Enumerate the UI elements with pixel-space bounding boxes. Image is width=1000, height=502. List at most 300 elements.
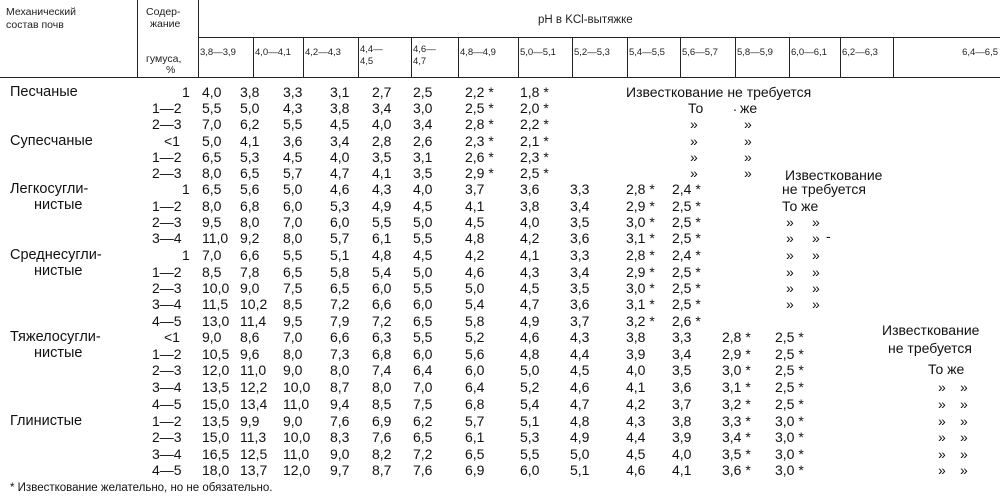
ditto-mark: » [690,133,698,149]
dose-cell: 15,0 [202,396,230,412]
dose-cell: 3,8 [626,329,646,345]
ditto-mark: » [812,280,820,296]
dose-cell: 10,0 [283,429,311,445]
dose-cell: 12,0 [202,362,230,378]
dose-cell: 3,0 * [775,413,804,429]
dose-cell: 5,4 [372,264,392,280]
same-as-above-zhe: же [740,100,758,116]
dose-cell: 16,5 [202,446,230,462]
humus-cell: 3—4 [152,296,182,312]
dose-cell: 2,5 * [775,396,804,412]
dose-cell: 8,6 [240,329,260,345]
dose-cell: 8,0 [372,379,392,395]
dose-cell: 3,5 [413,165,433,181]
dose-cell: 1,8 * [520,84,549,100]
dose-cell: 3,0 * [775,429,804,445]
dose-cell: 7,9 [330,313,350,329]
dose-cell: 2,3 * [520,149,549,165]
note-dot: . [733,98,737,114]
same-as-above: То же [928,361,965,377]
dose-cell: 4,4 [626,429,646,445]
humus-cell: 1 [182,84,190,100]
dose-cell: 6,5 [413,429,433,445]
humus-cell: 1—2 [152,198,182,214]
dose-cell: 3,6 [520,181,540,197]
liming-not-required-note: Известкование не требуется [626,84,812,100]
dose-cell: 6,5 [283,264,303,280]
ph-range-header [413,44,456,68]
dose-cell: 2,8 * [626,247,655,263]
dose-cell: 3,2 * [626,313,655,329]
soil-group-label: Песчаные [10,84,78,100]
humus-cell: 3—4 [152,446,182,462]
dose-cell: 3,7 [570,313,590,329]
dose-cell: 4,0 [413,181,433,197]
dose-cell: 9,9 [240,413,260,429]
dose-cell: 3,3 [570,181,590,197]
ditto-mark: » [812,296,820,312]
soil-group-label: Среднесугли- [10,247,102,263]
liming-note-line2: не требуется [888,340,972,356]
ditto-mark: » [744,149,752,165]
dose-cell: 2,5 * [775,329,804,345]
dose-cell: 3,4 [570,264,590,280]
dose-cell: 15,0 [202,429,230,445]
humus-cell: 1—2 [152,346,182,362]
dose-cell: 3,9 [626,346,646,362]
ditto-mark: » [786,230,794,246]
dose-cell: 6,4 [413,362,433,378]
dose-cell: 3,5 [570,280,590,296]
dose-cell: 10,0 [283,379,311,395]
dose-cell: 4,2 [626,396,646,412]
dose-cell: 3,6 [570,296,590,312]
humus-header-line4: % [166,64,176,76]
dose-cell: 4,3 [520,264,540,280]
dose-cell: 2,6 * [672,313,701,329]
dose-cell: 6,2 [240,116,260,132]
dose-cell: 2,2 * [465,84,494,100]
dose-cell: 5,7 [465,413,485,429]
ditto-mark: » [786,264,794,280]
dose-cell: 11,0 [240,362,267,378]
dose-cell: 8,5 [372,396,392,412]
dose-cell: 5,5 [413,230,433,246]
dose-cell: 7,2 [413,446,433,462]
ph-range-header [791,47,838,59]
ph-range-part: 5,8—5,9 [737,47,773,58]
ditto-dash: - [826,228,831,244]
dose-cell: 4,2 [520,230,540,246]
humus-cell: 4—5 [152,462,182,478]
ditto-mark: » [960,446,968,462]
humus-cell: 2—3 [152,165,182,181]
ph-title-rule [198,37,1000,38]
dose-cell: 2,5 * [672,198,701,214]
dose-cell: 8,3 [330,429,350,445]
dose-cell: 5,5 [372,214,392,230]
dose-cell: 5,2 [465,329,485,345]
ph-range-part: 4,2—4,3 [305,47,341,58]
ph-range-header [629,47,678,59]
ditto-mark: » [938,446,946,462]
dose-cell: 7,5 [413,396,433,412]
dose-cell: 3,0 * [626,214,655,230]
dose-cell: 4,5 [520,280,540,296]
humus-cell: <1 [164,329,180,345]
dose-cell: 8,5 [202,264,222,280]
dose-cell: 2,9 * [465,165,494,181]
dose-cell: 4,3 [570,329,590,345]
dose-cell: 4,6 [520,329,540,345]
liming-note-line2: не требуется [782,181,866,197]
ditto-mark: » [812,264,820,280]
dose-cell: 4,7 [570,396,590,412]
ph-range-header [574,47,625,59]
dose-cell: 2,7 [372,84,392,100]
soil-group-label-cont: нистые [34,263,83,279]
dose-cell: 7,2 [372,313,392,329]
dose-cell: 3,6 [672,379,692,395]
dose-cell: 8,7 [372,462,392,478]
ditto-mark: » [812,214,820,230]
dose-cell: 4,0 [330,149,350,165]
dose-cell: 4,8 [570,413,590,429]
same-as-above-to: То [688,100,704,116]
dose-cell: 7,8 [240,264,260,280]
dose-cell: 3,4 [413,116,433,132]
dose-cell: 4,0 [372,116,392,132]
dose-cell: 18,0 [202,462,230,478]
dose-cell: 6,0 [330,214,350,230]
dose-cell: 8,0 [202,198,222,214]
dose-cell: 5,1 [330,247,350,263]
ph-range-header [737,47,787,59]
dose-cell: 3,8 [240,84,260,100]
dose-cell: 6,5 [240,165,260,181]
dose-cell: 4,5 [570,362,590,378]
soil-group-label: Легкосугли- [10,181,89,197]
dose-cell: 4,1 [626,379,646,395]
ph-range-part: 4,0—4,1 [255,47,291,58]
dose-cell: 4,8 [465,230,485,246]
dose-cell: 5,1 [520,413,540,429]
ph-range-header [360,44,409,68]
dose-cell: 2,3 * [465,133,494,149]
ph-range-part: 5,6—5,7 [682,47,718,58]
dose-cell: 3,3 * [722,413,751,429]
dose-cell: 4,6 [570,379,590,395]
dose-cell: 2,4 * [672,247,701,263]
ph-column-divider [840,37,841,77]
dose-cell: 8,7 [330,379,350,395]
humus-header-line3: гумуса, [146,53,182,65]
dose-cell: 11,4 [240,313,267,329]
ditto-mark: » [744,133,752,149]
dose-cell: 6,8 [240,198,260,214]
dose-cell: 12,5 [240,446,268,462]
dose-cell: 2,5 * [672,264,701,280]
dose-cell: 4,5 [413,247,433,263]
dose-cell: 4,6 [465,264,485,280]
ph-range-header [460,47,516,59]
dose-cell: 6,5 [330,280,350,296]
dose-cell: 4,3 [372,181,392,197]
dose-cell: 3,7 [672,396,692,412]
ph-range-header [520,47,570,59]
dose-cell: 11,0 [283,446,310,462]
dose-cell: 4,4 [570,346,590,362]
ditto-mark: » [960,462,968,478]
dose-cell: 3,5 [372,149,392,165]
ph-range-part: 4,4— [360,44,383,55]
dose-cell: 6,6 [330,329,350,345]
dose-cell: 5,4 [465,296,485,312]
dose-cell: 5,0 [520,362,540,378]
dose-cell: 7,0 [202,247,222,263]
dose-cell: 2,5 * [465,100,494,116]
ph-column-divider [458,37,459,77]
dose-cell: 4,9 [372,198,392,214]
ditto-mark: » [960,379,968,395]
ph-column-divider [411,37,412,77]
dose-cell: 4,9 [520,313,540,329]
humus-cell: 4—5 [152,313,182,329]
dose-cell: 2,9 * [626,264,655,280]
dose-cell: 2,2 * [520,116,549,132]
dose-cell: 10,0 [202,280,230,296]
ditto-mark: » [744,165,752,181]
dose-cell: 3,0 * [775,446,804,462]
dose-cell: 9,5 [202,214,222,230]
dose-cell: 4,8 [520,346,540,362]
dose-cell: 7,6 [372,429,392,445]
dose-cell: 2,8 * [722,329,751,345]
humus-cell: 3—4 [152,379,182,395]
ph-range-part: 4,5 [360,56,374,67]
dose-cell: 2,8 * [465,116,494,132]
dose-cell: 4,5 [330,116,350,132]
dose-cell: 2,5 * [672,280,701,296]
dose-cell: 4,7 [520,296,540,312]
dose-cell: 4,5 [283,149,303,165]
dose-cell: 4,8 [372,247,392,263]
dose-cell: 3,3 [570,247,590,263]
humus-cell: <1 [164,133,180,149]
dose-cell: 5,0 [413,214,433,230]
dose-cell: 6,9 [465,462,485,478]
dose-cell: 3,1 * [626,296,655,312]
dose-cell: 4,6 [330,181,350,197]
dose-cell: 13,5 [202,413,230,429]
humus-header-line2: жание [150,18,181,30]
soil-group-label-cont: нистые [34,345,83,361]
dose-cell: 8,0 [240,214,260,230]
dose-cell: 6,9 [372,413,392,429]
dose-cell: 3,4 [672,346,692,362]
ph-range-part: 3,8—3,9 [200,47,236,58]
ph-range-part: 5,4—5,5 [629,47,665,58]
ph-column-divider [680,37,681,77]
dose-cell: 6,0 [372,280,392,296]
dose-cell: 9,2 [240,230,260,246]
humus-cell: 2—3 [152,429,182,445]
dose-cell: 5,8 [465,313,485,329]
dose-cell: 2,5 * [775,346,804,362]
dose-cell: 8,2 [372,446,392,462]
ditto-mark: » [938,396,946,412]
dose-cell: 6,0 [283,198,303,214]
ditto-mark: » [960,396,968,412]
dose-cell: 6,0 [413,346,433,362]
dose-cell: 4,0 [626,362,646,378]
humus-cell: 1 [182,247,190,263]
dose-cell: 3,5 [672,362,692,378]
soil-group-label: Тяжелосугли- [10,329,101,345]
dose-cell: 7,3 [330,346,350,362]
dose-cell: 4,0 [520,214,540,230]
dose-cell: 9,0 [240,280,260,296]
dose-cell: 4,9 [570,429,590,445]
dose-cell: 6,0 [413,296,433,312]
humus-cell: 2—3 [152,362,182,378]
dose-cell: 5,5 [283,247,303,263]
soil-group-label-cont: нистые [34,197,83,213]
dose-cell: 5,5 [413,280,433,296]
dose-cell: 6,0 [520,462,540,478]
dose-cell: 6,0 [465,362,485,378]
ph-column-divider [893,37,894,77]
dose-cell: 5,7 [283,165,303,181]
dose-cell: 12,2 [240,379,268,395]
dose-cell: 2,1 * [520,133,549,149]
dose-cell: 7,0 [413,379,433,395]
dose-cell: 7,6 [413,462,433,478]
dose-cell: 3,7 [465,181,485,197]
ph-range-part: 6,2—6,3 [842,47,878,58]
dose-cell: 7,0 [202,116,222,132]
ditto-mark: » [938,379,946,395]
dose-cell: 2,5 [413,84,433,100]
dose-cell: 13,4 [240,396,268,412]
dose-cell: 6,8 [465,396,485,412]
dose-cell: 5,5 [413,329,433,345]
humus-header-line1: Содер- [146,6,181,18]
dose-cell: 8,0 [330,362,350,378]
dose-cell: 5,0 [465,280,485,296]
ph-range-header [255,47,301,59]
dose-cell: 6,6 [240,247,260,263]
dose-cell: 6,5 [465,446,485,462]
ph-range-part: 4,6— [413,44,436,55]
ditto-mark: » [938,413,946,429]
dose-cell: 3,1 [413,149,433,165]
soil-header-line2: состав почв [6,19,64,31]
ph-range-part: 6,4—6,5 [962,47,998,58]
dose-cell: 4,6 [626,462,646,478]
humus-cell: 1 [182,181,190,197]
dose-cell: 4,0 [202,84,222,100]
dose-cell: 2,5 * [672,214,701,230]
dose-cell: 3,3 [672,329,692,345]
ph-column-divider [518,37,519,77]
dose-cell: 5,3 [520,429,540,445]
dose-cell: 3,1 * [722,379,751,395]
dose-cell: 5,3 [330,198,350,214]
dose-cell: 9,6 [240,346,260,362]
dose-cell: 4,7 [330,165,350,181]
dose-cell: 6,1 [372,230,392,246]
ditto-mark: » [812,247,820,263]
dose-cell: 5,4 [520,396,540,412]
dose-cell: 3,5 [570,214,590,230]
dose-cell: 5,0 [240,100,260,116]
dose-cell: 4,1 [520,247,540,263]
dose-cell: 5,8 [330,264,350,280]
ph-range-part: 6,0—6,1 [791,47,827,58]
dose-cell: 9,0 [202,329,222,345]
dose-cell: 2,4 * [672,181,701,197]
dose-cell: 4,0 [672,446,692,462]
dose-cell: 2,8 * [626,181,655,197]
dose-cell: 3,4 [330,133,350,149]
dose-cell: 2,9 * [722,346,751,362]
dose-cell: 3,9 [672,429,692,445]
dose-cell: 3,8 [672,413,692,429]
footnote: * Известкование желательно, но не обязательно. [10,482,273,494]
ph-column-divider [358,37,359,77]
dose-cell: 6,8 [372,346,392,362]
dose-cell: 3,4 [570,198,590,214]
dose-cell: 8,0 [283,346,303,362]
dose-cell: 8,5 [283,296,303,312]
liming-note-line1: Известкование [785,167,883,183]
dose-cell: 2,6 [413,133,433,149]
dose-cell: 6,6 [372,296,392,312]
dose-cell: 3,4 [372,100,392,116]
dose-cell: 9,5 [283,313,303,329]
dose-cell: 3,6 [570,230,590,246]
dose-cell: 9,7 [330,462,350,478]
dose-cell: 5,2 [520,379,540,395]
dose-cell: 10,5 [202,346,230,362]
dose-cell: 3,1 [330,84,350,100]
dose-cell: 13,7 [240,462,268,478]
header-divider-1 [137,0,138,77]
dose-cell: 3,8 [330,100,350,116]
dose-cell: 9,0 [283,362,303,378]
dose-cell: 9,4 [330,396,350,412]
dose-cell: 3,0 [413,100,433,116]
dose-cell: 3,2 * [722,396,751,412]
humus-cell: 1—2 [152,100,182,116]
dose-cell: 3,0 * [775,462,804,478]
dose-cell: 3,0 * [722,362,751,378]
dose-cell: 4,1 [240,133,260,149]
ditto-mark: » [786,280,794,296]
dose-cell: 5,0 [413,264,433,280]
dose-cell: 4,1 [672,462,692,478]
ph-range-part: 5,0—5,1 [520,47,556,58]
dose-cell: 13,0 [202,313,230,329]
ditto-mark: » [786,214,794,230]
dose-cell: 4,2 [465,247,485,263]
soil-group-label: Супесчаные [10,133,93,149]
humus-cell: 4—5 [152,396,182,412]
ditto-mark: » [938,462,946,478]
dose-cell: 2,9 * [626,198,655,214]
dose-cell: 10,2 [240,296,268,312]
